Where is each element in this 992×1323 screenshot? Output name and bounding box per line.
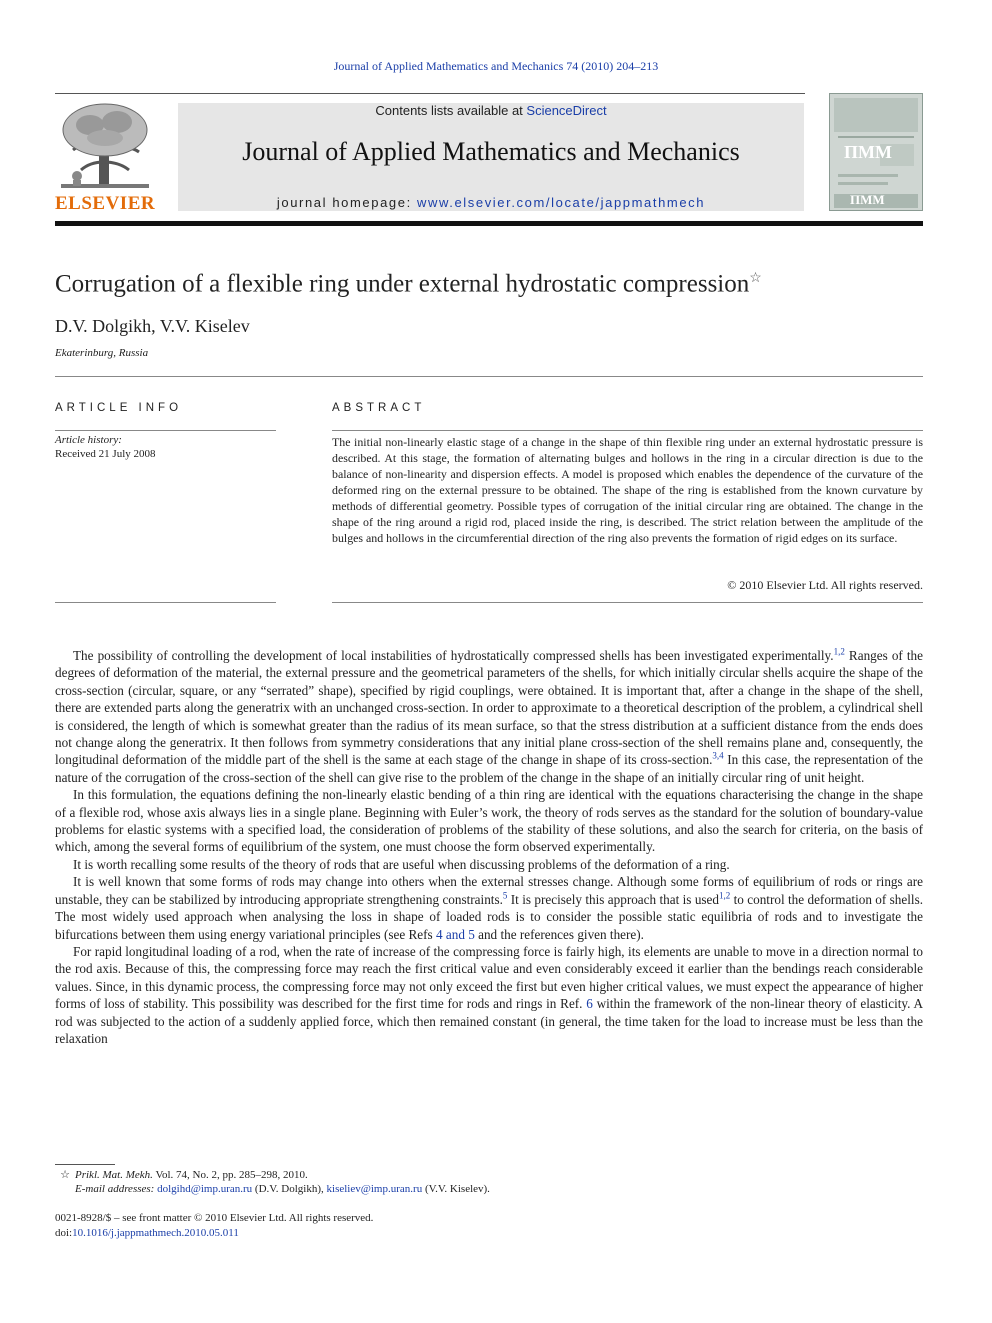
email-link-dolgikh[interactable]: dolgihd@imp.uran.ru bbox=[157, 1183, 253, 1195]
body-text: The possibility of controlling the development of local instabilities of hydrostatically compressed shells has been investigated experimentally. bbox=[73, 648, 834, 663]
article-authors: D.V. Dolgikh, V.V. Kiselev bbox=[55, 316, 250, 336]
abstract-bottom-rule bbox=[332, 602, 923, 603]
article-title-text: Corrugation of a flexible ring under external hydrostatic compression bbox=[55, 270, 750, 298]
body-paragraph-2: In this formulation, the equations defining the non-linearly elastic bending of a thin ring are identical with the equations characterising the change in the shape of a flexible rod, whose axis always lies in a single plane. Beginning with Euler’s work, the theory of rods serves as the standard for the solution of boundary-value problems for elastic systems with a specified load, the consideration of problems of the stability of these solutions, and also the search for criteria, on the basis of which, among the several forms of equilibrium of the system, one must choose the form observed experimentally. bbox=[55, 787, 923, 855]
article-info-bottom-rule bbox=[55, 602, 276, 603]
elsevier-wordmark: ELSEVIER bbox=[55, 193, 156, 214]
citation-link[interactable]: 5 bbox=[502, 890, 508, 901]
email-label: E-mail addresses: bbox=[75, 1183, 155, 1195]
masthead-top-rule bbox=[55, 93, 805, 94]
footnote-source-details: Vol. 74, No. 2, pp. 285–298, 2010. bbox=[152, 1169, 308, 1181]
journal-citation[interactable]: Journal of Applied Mathematics and Mechanics 74 (2010) 204–213 bbox=[333, 59, 659, 73]
footnote-source bbox=[55, 1168, 308, 1181]
title-footnote-mark[interactable]: ☆ bbox=[749, 271, 762, 286]
contents-line bbox=[178, 103, 804, 118]
citation-link[interactable]: 1,2 bbox=[719, 890, 731, 901]
body-paragraph-3: It is worth recalling some results of the theory of rods that are useful when discussing problems of the deformation of a ring. bbox=[73, 856, 730, 872]
elsevier-logo[interactable] bbox=[55, 100, 155, 215]
article-title bbox=[55, 270, 762, 298]
masthead-thick-rule bbox=[55, 221, 923, 226]
doi-line bbox=[55, 1227, 239, 1239]
sciencedirect-link[interactable]: ScienceDirect bbox=[526, 103, 607, 118]
footnote-source-journal: Prikl. Mat. Mekh. bbox=[75, 1169, 153, 1181]
body-paragraph-4 bbox=[55, 873, 923, 943]
abstract-heading: ABSTRACT bbox=[332, 402, 426, 414]
citation-link[interactable]: 3,4 bbox=[712, 751, 724, 762]
email-link-kiselev[interactable]: kiseliev@imp.uran.ru bbox=[326, 1183, 423, 1195]
journal-homepage bbox=[178, 195, 804, 210]
body-text: It is well known that some forms of rods may change into others when the external stresses change. Although some forms of equilibrium of rods or rings are unstable, they can be stabilized by introducing appropriate strengthening constraints. bbox=[55, 874, 923, 907]
journal-name: Journal of Applied Mathematics and Mechanics bbox=[242, 137, 740, 166]
journal-banner bbox=[178, 103, 804, 211]
cover-title-bottom: ПММ bbox=[850, 192, 885, 207]
header-divider bbox=[55, 376, 923, 377]
cover-title: ПММ bbox=[844, 142, 892, 162]
body-paragraph-1 bbox=[55, 647, 923, 786]
body-text: For rapid longitudinal loading of a rod, when the rate of increase of the compressing force is fairly high, its elements are unable to move in a direction normal to the rod axis. Because of this, the compressing force may reach the first critical value and even considerably exceed it earlier than the bendings reach considerable values. Since, in this dynamic process, the compressing force may not only exceed the first but even higher critical values, we must expect the appearance of higher forms of loss of stability. This possibility was described for the first time for rods and rings in Ref. bbox=[55, 943, 923, 1012]
doi-link[interactable]: 10.1016/j.jappmathmech.2010.05.011 bbox=[72, 1227, 239, 1239]
body-text: In this case, the representation of the nature of the corrugation of the cross-section of the shell can give rise to the problem of the change in the shape of an initially circular ring of unit height. bbox=[55, 752, 923, 785]
body-text: and the references given there). bbox=[474, 926, 644, 942]
citation-link[interactable]: 4 and 5 bbox=[435, 926, 475, 942]
abstract-copyright: © 2010 Elsevier Ltd. All rights reserved. bbox=[727, 578, 923, 592]
email-owner: (V.V. Kiselev). bbox=[422, 1183, 490, 1195]
email-owner: (D.V. Dolgikh), bbox=[252, 1183, 327, 1195]
homepage-link[interactable]: www.elsevier.com/locate/jappmathmech bbox=[417, 195, 706, 210]
footnote-rule bbox=[55, 1164, 115, 1165]
body-text: Ranges of the degrees of deformation of the material, the external pressure and the geometrical parameters of the shells, for which initially circular shells acquire the shape of the cross-section (circular, square, or any “serrated” shape), specified by rigid couplings, were obtained. It is important that, after a change in the shape of the shell, there are extended parts along the generatrix with an unchanged cross-section. In order to approximate to a theoretical description of the problem, a cylindrical shell is considered, the length of which is somewhat greater than the radius of its mean surface, so that the stress distribution at a sufficient distance from the ends does not change along the generatrix. It then follows from symmetry considerations that any initial plane cross-section of the shell remains plane and, consequently, the longitudinal deformation of the middle part of the shell is the same at each stage of the change in shape of its cross-section. bbox=[55, 648, 923, 768]
received-date: Received 21 July 2008 bbox=[55, 448, 156, 460]
body-text: It is precisely this approach that is used bbox=[507, 891, 719, 907]
abstract-text: The initial non-linearly elastic stage of a change in the shape of thin flexible ring under an external hydrostatic pressure is described. At this stage, the formation of alternating bulges and hollows in the ring in a circular direction is due to the balance of non-linearity and dispersion effects. A model is proposed which enables the dependence of the curvature of the deformed ring on the external pressure to be obtained. The shape of the ring is established from the known curvature by methods of differential geometry. Possible types of corrugation of the initial circular ring are obtained. The change in the shape of the ring around a rigid rod, placed inside the ring, is described. The strict relation between the amplitude of the bulges and hollows in the circumferential direction of the ring also prevents the formation of rigid edges on its surface. bbox=[332, 435, 923, 545]
tree-icon bbox=[55, 100, 155, 192]
article-info-heading: ARTICLE INFO bbox=[55, 402, 183, 414]
homepage-prefix: journal homepage: bbox=[276, 195, 417, 210]
issn-line: 0021-8928/$ – see front matter © 2010 Elsevier Ltd. All rights reserved. bbox=[55, 1212, 374, 1224]
author-affiliation: Ekaterinburg, Russia bbox=[55, 347, 149, 359]
body-text: within the framework of the non-linear theory of elasticity. A rod was subjected to the action of a suddenly applied force, which then remained constant (in general, the time taken for the load to increase must be less than the relaxation bbox=[55, 996, 923, 1046]
article-info-rule bbox=[55, 430, 276, 431]
journal-cover-thumbnail[interactable] bbox=[829, 93, 923, 211]
doi-label: doi: bbox=[55, 1227, 73, 1239]
citation-link[interactable]: 1,2 bbox=[833, 646, 845, 657]
contents-prefix: Contents lists available at bbox=[375, 103, 527, 118]
body-paragraph-5 bbox=[55, 943, 923, 1047]
body-text: to control the deformation of shells. The most widely used approach when analysing the loss in shape of loaded rods is to consider the possible static equilibria of rods and to investigate the bifurcations between them using energy variational principles (see Refs bbox=[55, 891, 924, 942]
abstract-rule bbox=[332, 430, 923, 431]
footnote-mark: ☆ bbox=[60, 1169, 70, 1181]
article-history-label: Article history: bbox=[55, 434, 122, 446]
article-body bbox=[55, 647, 923, 1047]
footnote-emails bbox=[75, 1183, 490, 1195]
citation-link[interactable]: 6 bbox=[586, 996, 593, 1012]
